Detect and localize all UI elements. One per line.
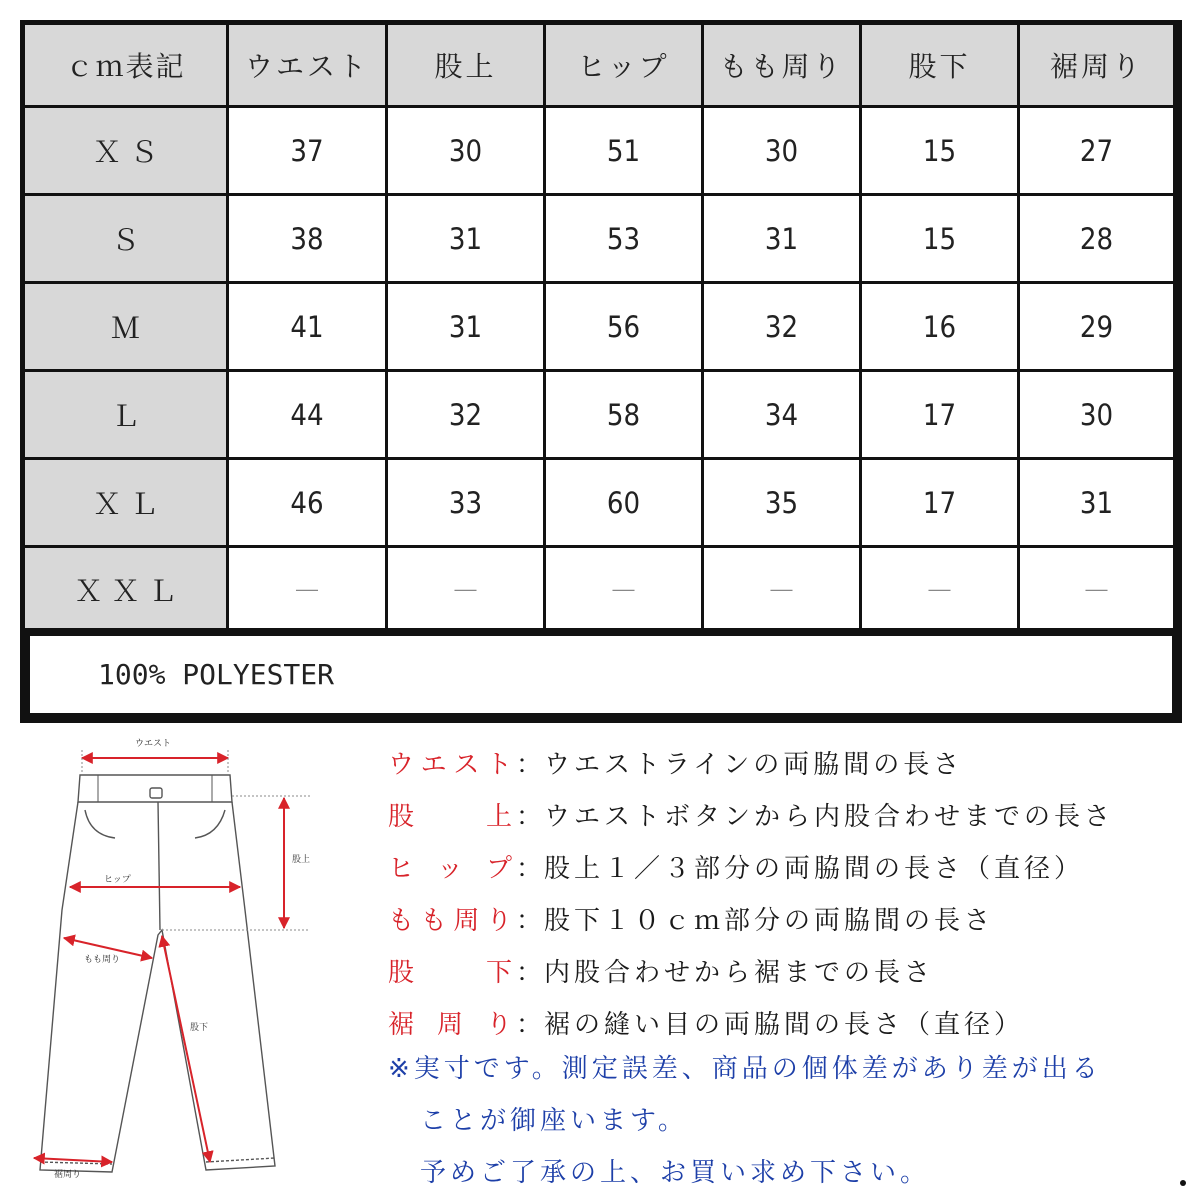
size-label: ＸＳ [25,108,226,193]
size-table [20,20,1182,632]
column-header: 股下 [862,25,1017,105]
table-cell: 31 [388,196,543,281]
definition-description: ウエストボタンから内股合わせまでの長さ [544,801,1115,832]
table-cell: 58 [546,372,701,457]
table-cell: 46 [229,460,385,545]
table-corner-label: ｃｍ表記 [25,25,226,105]
size-label: ＸＸＬ [25,548,226,630]
pants-outline [40,775,275,1172]
table-cell: － [546,548,701,630]
definition-colon: ： [515,853,542,884]
table-cell: 37 [229,108,385,193]
size-label: ＸＬ [25,460,226,545]
table-cell: 17 [862,372,1017,457]
note-line-2: ことが御座います。 [420,1105,688,1136]
material-box [20,628,1182,723]
table-cell: 29 [1020,284,1173,369]
diagram-label-rise: 股上 [292,855,311,865]
definition-description: ウエストラインの両脇間の長さ [544,749,964,780]
definition-term: ヒ ッ プ [388,853,514,884]
definition-term: 股 下 [388,957,514,988]
table-cell: 44 [229,372,385,457]
definition-description: 股上１／３部分の両脇間の長さ（直径） [544,853,1085,884]
table-cell: 32 [388,372,543,457]
table-cell: － [1020,548,1173,630]
definition-row [388,892,1188,944]
table-cell: － [388,548,543,630]
definition-description: 裾の縫い目の両脇間の長さ（直径） [544,1009,1025,1040]
definition-colon: ： [515,957,542,988]
definition-colon: ： [515,801,542,832]
table-cell: 33 [388,460,543,545]
table-cell: 34 [704,372,859,457]
definition-term: ウ エ ス ト [388,749,514,780]
table-cell: 53 [546,196,701,281]
definition-term: 裾 周 り [388,1009,514,1040]
definition-description: 内股合わせから裾までの長さ [544,957,935,988]
table-cell: 15 [862,108,1017,193]
definition-row [388,840,1188,892]
definition-row [388,736,1188,788]
definition-colon: ： [515,1009,542,1040]
column-header: ウエスト [229,25,385,105]
diagram-label-thigh: もも周り [84,955,121,965]
table-cell: 30 [1020,372,1173,457]
table-cell: 15 [862,196,1017,281]
note [388,1040,1188,1196]
definition-row [388,788,1188,840]
table-cell: 56 [546,284,701,369]
definition-term: 股 上 [388,801,514,832]
column-header: もも周り [704,25,859,105]
corner-dot [1180,1180,1186,1186]
definition-term: も も 周 り [388,905,514,936]
diagram-label-hip: ヒップ [104,875,131,885]
material-text: 100% POLYESTER [30,636,1172,713]
table-cell: 51 [546,108,701,193]
column-header: 裾周り [1020,25,1173,105]
table-cell: － [229,548,385,630]
size-label: Ｓ [25,196,226,281]
column-header: ヒップ [546,25,701,105]
diagram-label-waist: ウエスト [135,739,172,749]
diagram-label-inseam: 股下 [190,1023,209,1033]
definitions-list [388,736,1188,1048]
table-cell: 30 [704,108,859,193]
table-cell: 31 [388,284,543,369]
table-cell: 32 [704,284,859,369]
definition-description: 股下１０ｃｍ部分の両脇間の長さ [544,905,995,936]
pants-diagram [20,730,365,1192]
table-cell: 28 [1020,196,1173,281]
table-cell: 16 [862,284,1017,369]
table-cell: 27 [1020,108,1173,193]
table-cell: － [704,548,859,630]
size-label: Ｌ [25,372,226,457]
note-line-1: ※実寸です。測定誤差、商品の個体差があり差が出る [388,1053,1102,1084]
size-label: Ｍ [25,284,226,369]
note-line-3: 予めご了承の上、お買い求め下さい。 [420,1157,931,1188]
definition-row [388,944,1188,996]
table-cell: 35 [704,460,859,545]
table-cell: 17 [862,460,1017,545]
table-cell: 31 [704,196,859,281]
diagram-label-hem: 裾周り [54,1170,82,1180]
column-header: 股上 [388,25,543,105]
table-cell: 41 [229,284,385,369]
table-cell: 31 [1020,460,1173,545]
table-cell: 38 [229,196,385,281]
definition-colon: ： [515,749,542,780]
definition-colon: ： [515,905,542,936]
table-cell: 30 [388,108,543,193]
table-cell: 60 [546,460,701,545]
table-cell: － [862,548,1017,630]
